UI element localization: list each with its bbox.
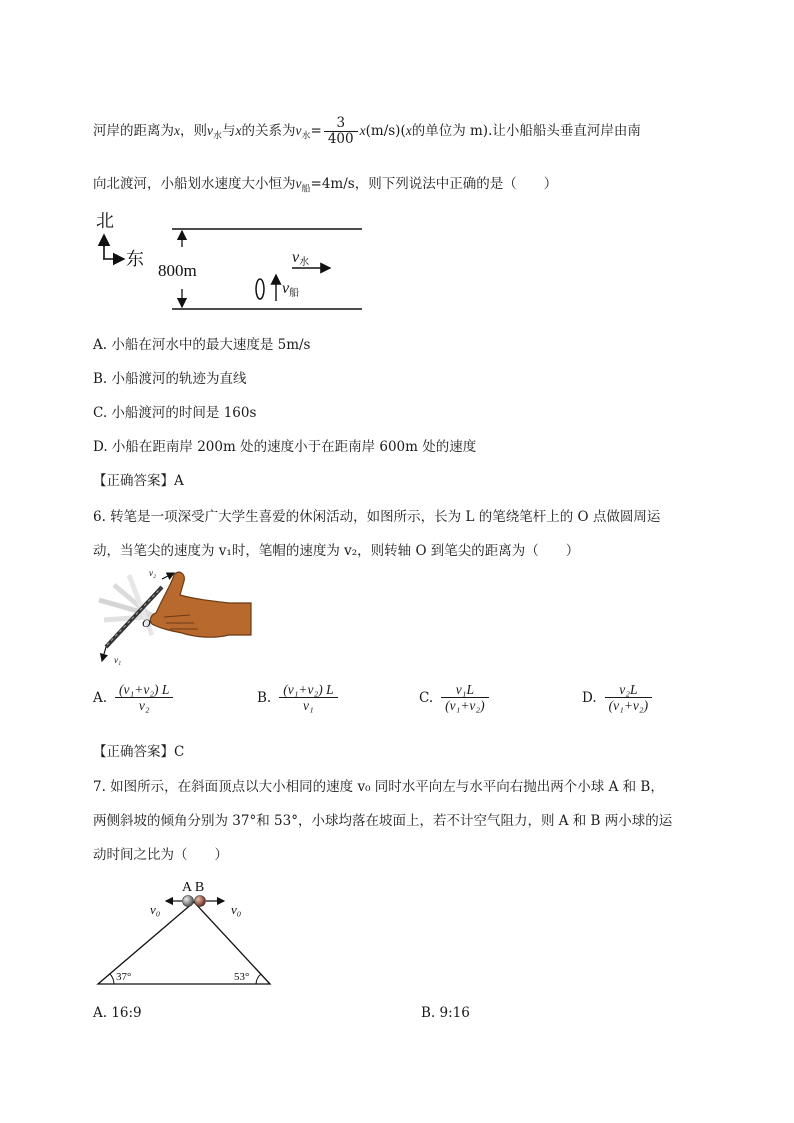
v2-arrow <box>162 573 174 579</box>
pivot-o-label: O <box>142 616 151 630</box>
angle-arc-left <box>110 974 114 984</box>
v1-arrow <box>102 647 106 661</box>
var-x: x <box>174 123 180 138</box>
v0-right-label: v₀ <box>231 902 242 917</box>
q6-option-c: C. $\frac{\text{v₁L}}{\text{(v₁+v₂)}}$ <box>419 682 491 713</box>
v-water-label: v水 <box>292 249 310 268</box>
q5-option-b: B. 小船渡河的轨迹为直线 <box>93 371 247 387</box>
q7-stem-line1: 7. 如图所示，在斜面顶点以大小相同的速度 v₀ 同时水平向左与水平向右抛出两个小球 A 和 B， <box>93 779 664 795</box>
v0-left-label: v₀ <box>150 902 161 917</box>
q6-option-b: B. $\frac{\text{(v₁+v₂) L}}{\text{v₁}}$ <box>257 682 340 713</box>
incline-projectile-figure <box>94 876 274 991</box>
ball-b <box>195 896 206 907</box>
q5-option-a: A. 小船在河水中的最大速度是 5m/s <box>93 337 311 353</box>
ab-label: A B <box>182 880 205 895</box>
ball-a <box>183 896 194 907</box>
hand-shape <box>150 572 251 637</box>
v2-label: v₂ <box>149 568 157 578</box>
north-label: 北 <box>96 211 114 231</box>
v-boat-label: v船 <box>282 280 300 299</box>
q6-answer: 【正确答案】C <box>93 744 185 760</box>
q5-answer: 【正确答案】A <box>93 473 184 489</box>
q7-option-a: A. 16:9 <box>93 1005 142 1021</box>
q6-option-d: D. $\frac{\text{v₂L}}{\text{(v₁+v₂)}}$ <box>582 682 654 713</box>
river-crossing-figure <box>92 205 372 315</box>
q7-option-b: B. 9:16 <box>421 1005 470 1021</box>
q5-stem-line1: 河岸的距离为x，则$v_水$与x的关系为$v_水=$ $\frac{3}{400}$ x(m/s)(x的单位为 m).让小船船头垂直河岸由南 <box>93 115 641 147</box>
q7-stem-line2: 两侧斜坡的倾角分别为 37°和 53°，小球均落在坡面上，若不计空气阻力，则 A 和 B 两小球的运 <box>93 813 673 829</box>
q7-stem-line3: 动时间之比为（ ） <box>93 847 228 863</box>
angle-right-label: 53° <box>234 971 250 983</box>
q5-option-c: C. 小船渡河的时间是 160s <box>93 405 257 421</box>
east-label: 东 <box>126 249 144 269</box>
q5-stem-line2: 向北渡河，小船划水速度大小恒为$v_船=4m/s$，则下列说法中正确的是（ ） <box>93 176 558 195</box>
q6-option-a: A. $\frac{\text{(v₁+v₂) L}}{\text{v₂}}$ <box>93 682 175 713</box>
pen-spinning-figure <box>94 565 254 670</box>
angle-left-label: 37° <box>116 971 132 983</box>
angle-arc-right <box>256 974 261 984</box>
q6-stem-line1: 6. 转笔是一项深受广大学生喜爱的休闲活动，如图所示，长为 L 的笔绕笔杆上的 O 点做圆周运 <box>93 509 661 525</box>
river-width-label: 800m <box>158 261 197 280</box>
boat-shape <box>256 279 264 299</box>
q6-stem-line2: 动，当笔尖的速度为 v₁时，笔帽的速度为 v₂，则转轴 O 到笔尖的距离为（ ） <box>93 543 580 559</box>
q5-option-d: D. 小船在距南岸 200m 处的速度小于在距南岸 600m 处的速度 <box>93 439 477 455</box>
fraction-3-over-400: $\frac{3}{400}$ <box>324 116 358 147</box>
v1-label: v₁ <box>114 655 122 665</box>
